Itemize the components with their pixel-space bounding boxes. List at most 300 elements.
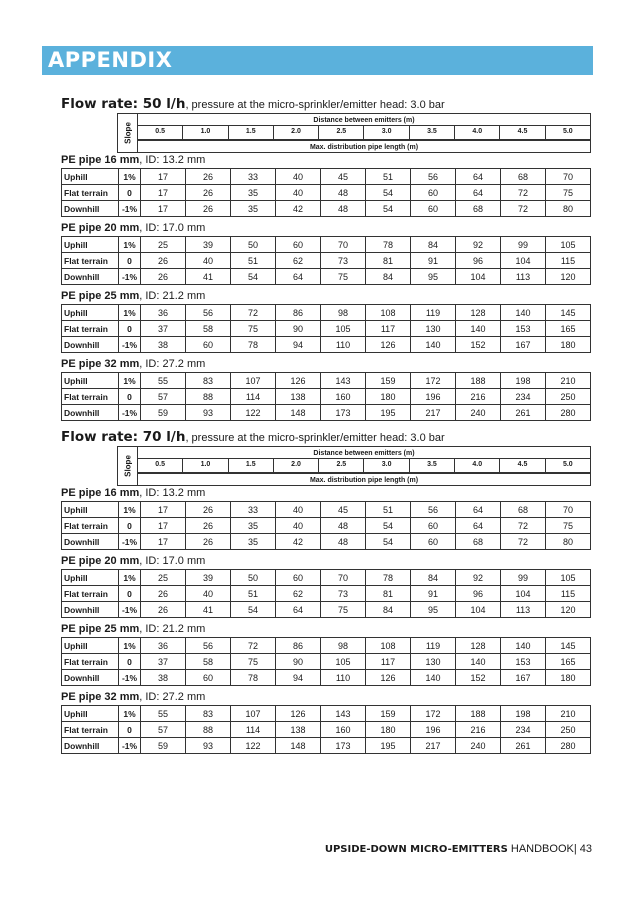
length-cell: 86: [276, 305, 321, 321]
length-cell: 126: [276, 706, 321, 722]
length-cell: 96: [456, 586, 501, 602]
length-cell: 45: [321, 502, 366, 518]
slope-value: -1%: [119, 602, 141, 618]
length-cell: 62: [276, 586, 321, 602]
length-cell: 216: [456, 389, 501, 405]
table-row: [62, 305, 591, 321]
length-cell: 42: [276, 534, 321, 550]
length-cell: 33: [231, 502, 276, 518]
length-cell: 80: [546, 534, 591, 550]
length-cell: 56: [411, 169, 456, 185]
length-cell: 83: [186, 706, 231, 722]
table-header: [61, 446, 591, 486]
length-cell: 140: [411, 337, 456, 353]
length-cell: 26: [186, 169, 231, 185]
length-cell: 96: [456, 253, 501, 269]
flow-rate-label: Flow rate: 70 l/h: [61, 429, 186, 445]
length-cell: 84: [366, 269, 411, 285]
length-cell: 59: [141, 738, 186, 754]
distance-cell: 2.5: [319, 126, 364, 139]
terrain-label: Downhill: [62, 405, 119, 421]
pressure-note: , pressure at the micro-sprinkler/emitter head: 3.0 bar: [185, 99, 445, 111]
pipe-inner-diameter: , ID: 27.2 mm: [139, 691, 206, 703]
length-cell: 26: [186, 185, 231, 201]
distance-cell: 2.0: [274, 126, 319, 139]
length-cell: 26: [186, 502, 231, 518]
pipe-inner-diameter: , ID: 27.2 mm: [139, 358, 206, 370]
length-cell: 84: [411, 570, 456, 586]
length-cell: 180: [546, 670, 591, 686]
length-cell: 250: [546, 722, 591, 738]
length-cell: 35: [231, 185, 276, 201]
length-cell: 280: [546, 405, 591, 421]
length-cell: 104: [501, 586, 546, 602]
length-cell: 70: [546, 502, 591, 518]
length-cell: 60: [411, 534, 456, 550]
length-cell: 108: [366, 305, 411, 321]
length-cell: 81: [366, 586, 411, 602]
length-cell: 55: [141, 373, 186, 389]
footer-handbook-title: UPSIDE-DOWN MICRO-EMITTERS: [324, 844, 508, 855]
table-header: [61, 113, 591, 153]
pipe-length-table: [61, 501, 591, 550]
length-cell: 51: [231, 586, 276, 602]
length-cell: 195: [366, 738, 411, 754]
length-cell: 75: [231, 321, 276, 337]
pipe-inner-diameter: , ID: 13.2 mm: [139, 154, 206, 166]
length-cell: 145: [546, 638, 591, 654]
pipe-length-table: [61, 236, 591, 285]
pipe-inner-diameter: , ID: 13.2 mm: [139, 487, 206, 499]
distance-cell: 3.5: [410, 126, 455, 139]
length-cell: 84: [366, 602, 411, 618]
length-cell: 78: [231, 670, 276, 686]
length-cell: 60: [411, 185, 456, 201]
length-cell: 48: [321, 201, 366, 217]
pipe-size: PE pipe 32 mm: [61, 691, 140, 703]
distance-cell: 2.5: [319, 459, 364, 472]
table-row: [62, 638, 591, 654]
length-cell: 210: [546, 373, 591, 389]
length-cell: 261: [501, 738, 546, 754]
length-cell: 45: [321, 169, 366, 185]
slope-value: 0: [119, 389, 141, 405]
length-cell: 51: [366, 169, 411, 185]
length-cell: 122: [231, 738, 276, 754]
length-cell: 180: [546, 337, 591, 353]
length-cell: 36: [141, 638, 186, 654]
pipe-title: [61, 690, 591, 705]
length-cell: 56: [411, 502, 456, 518]
length-cell: 93: [186, 405, 231, 421]
pipe-length-table: [61, 168, 591, 217]
table-row: [62, 237, 591, 253]
length-cell: 60: [276, 237, 321, 253]
length-cell: 140: [456, 654, 501, 670]
length-cell: 91: [411, 586, 456, 602]
length-cell: 128: [456, 305, 501, 321]
length-cell: 88: [186, 722, 231, 738]
length-cell: 108: [366, 638, 411, 654]
slope-value: 1%: [119, 169, 141, 185]
table-row: [62, 586, 591, 602]
length-cell: 25: [141, 237, 186, 253]
table-row: [62, 269, 591, 285]
table-row: [62, 169, 591, 185]
terrain-label: Uphill: [62, 570, 119, 586]
slope-header: [117, 446, 138, 486]
length-cell: 40: [276, 169, 321, 185]
length-cell: 72: [501, 534, 546, 550]
pipe-length-table: [61, 637, 591, 686]
length-cell: 152: [456, 670, 501, 686]
length-cell: 40: [276, 185, 321, 201]
slope-value: 0: [119, 722, 141, 738]
pipe-size: PE pipe 32 mm: [61, 358, 140, 370]
distance-cell: 4.0: [455, 459, 500, 472]
length-cell: 98: [321, 638, 366, 654]
length-cell: 51: [231, 253, 276, 269]
length-cell: 35: [231, 201, 276, 217]
slope-value: 1%: [119, 706, 141, 722]
length-cell: 17: [141, 534, 186, 550]
length-cell: 159: [366, 373, 411, 389]
slope-value: 0: [119, 185, 141, 201]
length-cell: 104: [456, 269, 501, 285]
table-row: [62, 706, 591, 722]
length-cell: 40: [276, 518, 321, 534]
slope-value: -1%: [119, 201, 141, 217]
flow-section-50: [61, 93, 591, 425]
length-cell: 92: [456, 570, 501, 586]
length-cell: 115: [546, 586, 591, 602]
length-cell: 36: [141, 305, 186, 321]
length-cell: 145: [546, 305, 591, 321]
distance-cell: 3.0: [364, 126, 409, 139]
length-cell: 26: [141, 586, 186, 602]
length-cell: 130: [411, 654, 456, 670]
length-cell: 68: [501, 502, 546, 518]
length-cell: 60: [186, 337, 231, 353]
pipe-length-table: [61, 304, 591, 353]
distance-cell: 3.0: [364, 459, 409, 472]
flow-rate-title: [61, 426, 591, 446]
slope-header: [117, 113, 138, 153]
distance-cell: 1.0: [183, 126, 228, 139]
pipe-title: [61, 486, 591, 501]
appendix-banner: APPENDIX: [42, 46, 593, 75]
length-cell: 167: [501, 670, 546, 686]
length-cell: 188: [456, 706, 501, 722]
length-cell: 64: [456, 502, 501, 518]
length-cell: 160: [321, 722, 366, 738]
distance-cell: 1.5: [229, 126, 274, 139]
length-cell: 198: [501, 706, 546, 722]
table-row: [62, 502, 591, 518]
length-cell: 25: [141, 570, 186, 586]
slope-value: 0: [119, 654, 141, 670]
pipe-size: PE pipe 16 mm: [61, 487, 140, 499]
length-cell: 68: [501, 169, 546, 185]
length-cell: 280: [546, 738, 591, 754]
slope-value: -1%: [119, 337, 141, 353]
length-cell: 38: [141, 337, 186, 353]
length-cell: 210: [546, 706, 591, 722]
distance-cell: 5.0: [562, 461, 573, 468]
length-cell: 37: [141, 654, 186, 670]
length-cell: 48: [321, 185, 366, 201]
distance-cell: 2.0: [274, 459, 319, 472]
length-cell: 35: [231, 534, 276, 550]
slope-value: -1%: [119, 670, 141, 686]
length-cell: 196: [411, 722, 456, 738]
length-cell: 148: [276, 405, 321, 421]
length-cell: 68: [456, 534, 501, 550]
flow-rate-label: Flow rate: 50 l/h: [61, 96, 186, 112]
distance-cell: 4.5: [500, 126, 545, 139]
length-cell: 159: [366, 706, 411, 722]
length-cell: 140: [501, 638, 546, 654]
terrain-label: Downhill: [62, 534, 119, 550]
length-cell: 110: [321, 337, 366, 353]
pipe-size: PE pipe 16 mm: [61, 154, 140, 166]
slope-value: 1%: [119, 638, 141, 654]
length-cell: 40: [276, 502, 321, 518]
length-cell: 39: [186, 237, 231, 253]
length-cell: 234: [501, 389, 546, 405]
length-cell: 140: [456, 321, 501, 337]
table-row: [62, 722, 591, 738]
distance-cell: 1.0: [183, 459, 228, 472]
length-cell: 92: [456, 237, 501, 253]
length-cell: 173: [321, 738, 366, 754]
length-cell: 73: [321, 253, 366, 269]
length-cell: 41: [186, 269, 231, 285]
length-cell: 60: [276, 570, 321, 586]
length-cell: 107: [231, 706, 276, 722]
length-cell: 130: [411, 321, 456, 337]
length-cell: 107: [231, 373, 276, 389]
length-cell: 17: [141, 201, 186, 217]
length-cell: 42: [276, 201, 321, 217]
slope-value: 1%: [119, 570, 141, 586]
length-cell: 17: [141, 502, 186, 518]
length-cell: 17: [141, 169, 186, 185]
length-cell: 64: [456, 185, 501, 201]
length-cell: 80: [546, 201, 591, 217]
distance-cell: 5.0: [562, 128, 573, 135]
length-cell: 165: [546, 321, 591, 337]
length-cell: 70: [321, 570, 366, 586]
length-cell: 78: [366, 237, 411, 253]
length-cell: 105: [546, 237, 591, 253]
terrain-label: Flat terrain: [62, 722, 119, 738]
length-cell: 188: [456, 373, 501, 389]
length-cell: 198: [501, 373, 546, 389]
length-cell: 119: [411, 305, 456, 321]
length-cell: 54: [366, 534, 411, 550]
distance-header: Distance between emitters (m): [138, 446, 591, 459]
spacer: [61, 421, 591, 425]
terrain-label: Downhill: [62, 337, 119, 353]
length-cell: 172: [411, 373, 456, 389]
distance-header-grid: [138, 446, 591, 486]
slope-header-label: Slope: [123, 122, 132, 144]
length-cell: 217: [411, 738, 456, 754]
pipe-title: [61, 153, 591, 168]
length-cell: 120: [546, 602, 591, 618]
length-cell: 180: [366, 722, 411, 738]
length-cell: 117: [366, 654, 411, 670]
slope-value: -1%: [119, 269, 141, 285]
terrain-label: Downhill: [62, 602, 119, 618]
length-cell: 216: [456, 722, 501, 738]
length-cell: 114: [231, 389, 276, 405]
table-row: [62, 389, 591, 405]
slope-value: 0: [119, 321, 141, 337]
pipe-length-table: [61, 705, 591, 754]
length-cell: 38: [141, 670, 186, 686]
length-cell: 195: [366, 405, 411, 421]
length-cell: 78: [231, 337, 276, 353]
length-cell: 143: [321, 706, 366, 722]
table-row: [62, 654, 591, 670]
length-cell: 173: [321, 405, 366, 421]
table-row: [62, 670, 591, 686]
pipe-title: [61, 221, 591, 236]
slope-header-label: Slope: [123, 455, 132, 477]
length-cell: 40: [186, 253, 231, 269]
length-cell: 55: [141, 706, 186, 722]
length-cell: 165: [546, 654, 591, 670]
distance-values-row: [138, 126, 591, 140]
flow-rate-title: [61, 93, 591, 113]
length-cell: 72: [501, 201, 546, 217]
length-cell: 143: [321, 373, 366, 389]
length-cell: 68: [456, 201, 501, 217]
distance-cell: 1.5: [229, 459, 274, 472]
length-cell: 94: [276, 670, 321, 686]
length-cell: 17: [141, 518, 186, 534]
length-cell: 160: [321, 389, 366, 405]
slope-value: -1%: [119, 405, 141, 421]
length-cell: 57: [141, 722, 186, 738]
table-row: [62, 185, 591, 201]
length-cell: 128: [456, 638, 501, 654]
length-cell: 93: [186, 738, 231, 754]
length-cell: 41: [186, 602, 231, 618]
length-cell: 72: [501, 518, 546, 534]
length-cell: 261: [501, 405, 546, 421]
slope-value: 1%: [119, 237, 141, 253]
length-cell: 95: [411, 602, 456, 618]
length-cell: 113: [501, 269, 546, 285]
length-cell: 72: [231, 305, 276, 321]
length-cell: 64: [276, 269, 321, 285]
length-cell: 84: [411, 237, 456, 253]
length-cell: 120: [546, 269, 591, 285]
length-cell: 105: [321, 654, 366, 670]
table-row: [62, 201, 591, 217]
length-cell: 110: [321, 670, 366, 686]
length-cell: 73: [321, 586, 366, 602]
terrain-label: Flat terrain: [62, 518, 119, 534]
length-cell: 62: [276, 253, 321, 269]
length-cell: 26: [186, 534, 231, 550]
length-cell: 114: [231, 722, 276, 738]
distance-header-grid: [138, 113, 591, 153]
terrain-label: Uphill: [62, 638, 119, 654]
slope-value: 0: [119, 253, 141, 269]
pipe-length-table: [61, 569, 591, 618]
length-cell: 64: [456, 518, 501, 534]
flow-section-70: [61, 426, 591, 758]
length-cell: 240: [456, 738, 501, 754]
length-cell: 138: [276, 389, 321, 405]
length-cell: 90: [276, 654, 321, 670]
length-cell: 35: [231, 518, 276, 534]
terrain-label: Flat terrain: [62, 586, 119, 602]
table-row: [62, 253, 591, 269]
terrain-label: Flat terrain: [62, 389, 119, 405]
slope-value: 0: [119, 518, 141, 534]
pipe-size: PE pipe 25 mm: [61, 290, 140, 302]
length-cell: 75: [546, 518, 591, 534]
length-cell: 37: [141, 321, 186, 337]
length-cell: 26: [186, 201, 231, 217]
table-row: [62, 321, 591, 337]
length-cell: 148: [276, 738, 321, 754]
length-cell: 90: [276, 321, 321, 337]
pipe-size: PE pipe 20 mm: [61, 555, 140, 567]
length-cell: 105: [546, 570, 591, 586]
length-cell: 140: [501, 305, 546, 321]
distance-cell: 4.0: [455, 126, 500, 139]
terrain-label: Downhill: [62, 269, 119, 285]
pipe-inner-diameter: , ID: 21.2 mm: [139, 290, 206, 302]
length-cell: 54: [231, 602, 276, 618]
table-row: [62, 337, 591, 353]
pipe-title: [61, 622, 591, 637]
length-cell: 196: [411, 389, 456, 405]
pipe-title: [61, 554, 591, 569]
distance-cell: 4.5: [500, 459, 545, 472]
length-cell: 180: [366, 389, 411, 405]
length-cell: 17: [141, 185, 186, 201]
length-cell: 39: [186, 570, 231, 586]
terrain-label: Uphill: [62, 373, 119, 389]
length-cell: 240: [456, 405, 501, 421]
length-cell: 153: [501, 321, 546, 337]
length-cell: 72: [501, 185, 546, 201]
length-cell: 58: [186, 321, 231, 337]
terrain-label: Downhill: [62, 738, 119, 754]
length-cell: 98: [321, 305, 366, 321]
length-cell: 64: [276, 602, 321, 618]
length-cell: 217: [411, 405, 456, 421]
footer-page-label: HANDBOOK| 43: [507, 843, 592, 855]
length-cell: 56: [186, 305, 231, 321]
pressure-note: , pressure at the micro-sprinkler/emitter head: 3.0 bar: [185, 432, 445, 444]
length-cell: 117: [366, 321, 411, 337]
distance-cell: 0.5: [138, 126, 183, 139]
length-cell: 83: [186, 373, 231, 389]
table-row: [62, 738, 591, 754]
length-cell: 94: [276, 337, 321, 353]
length-cell: 26: [141, 602, 186, 618]
terrain-label: Uphill: [62, 706, 119, 722]
length-cell: 51: [366, 502, 411, 518]
